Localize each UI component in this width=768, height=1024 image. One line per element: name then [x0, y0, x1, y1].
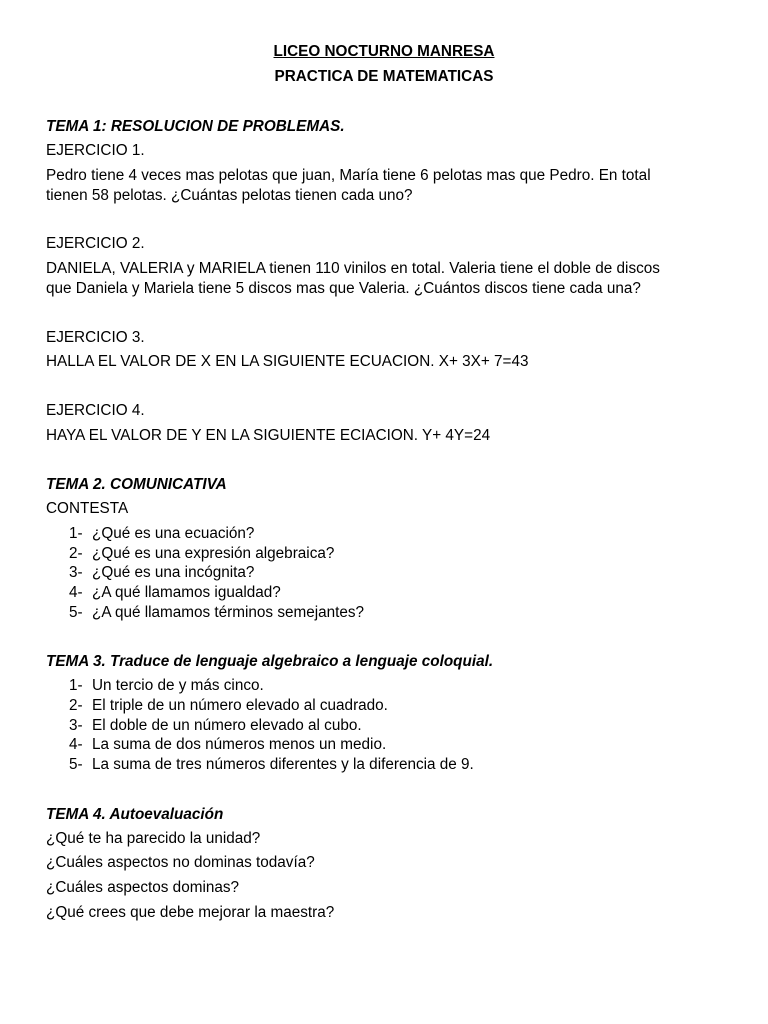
list-item-text: ¿A qué llamamos igualdad? [92, 584, 281, 601]
exercise1-line2: tienen 58 pelotas. ¿Cuántas pelotas tienen cada uno? [46, 187, 413, 204]
list-item-number: 2- [69, 545, 83, 562]
exercise4-line1: HAYA EL VALOR DE Y EN LA SIGUIENTE ECIACION. Y+ 4Y=24 [46, 427, 491, 444]
exercise1-title: EJERCICIO 1. [46, 142, 145, 159]
exercise2-line1: DANIELA, VALERIA y MARIELA tienen 110 vinilos en total. Valeria tiene el doble de discos [46, 260, 660, 277]
tema4-heading: TEMA 4. Autoevaluación [46, 806, 224, 823]
tema2-instruction: CONTESTA [46, 500, 129, 517]
self-eval-question: ¿Qué te ha parecido la unidad? [46, 830, 261, 847]
list-item-text: ¿Qué es una expresión algebraica? [92, 545, 335, 562]
list-item-number: 1- [69, 525, 83, 542]
list-item-text: El triple de un número elevado al cuadrado. [92, 697, 388, 714]
tema1-heading: TEMA 1: RESOLUCION DE PROBLEMAS. [46, 118, 345, 135]
self-eval-question: ¿Cuáles aspectos no dominas todavía? [46, 854, 315, 871]
tema2-heading: TEMA 2. COMUNICATIVA [46, 476, 227, 493]
exercise2-line2: que Daniela y Mariela tiene 5 discos mas que Valeria. ¿Cuántos discos tiene cada una? [46, 280, 641, 297]
list-item-number: 4- [69, 736, 83, 753]
list-item-text: El doble de un número elevado al cubo. [92, 717, 362, 734]
document-title: PRACTICA DE MATEMATICAS [274, 68, 494, 85]
exercise3-line1: HALLA EL VALOR DE X EN LA SIGUIENTE ECUACION. X+ 3X+ 7=43 [46, 353, 529, 370]
tema3-heading: TEMA 3. Traduce de lenguaje algebraico a lenguaje coloquial. [46, 653, 494, 670]
list-item-number: 4- [69, 584, 83, 601]
self-eval-question: ¿Qué crees que debe mejorar la maestra? [46, 904, 335, 921]
self-eval-question: ¿Cuáles aspectos dominas? [46, 879, 240, 896]
exercise4-title: EJERCICIO 4. [46, 402, 145, 419]
list-item-number: 1- [69, 677, 83, 694]
exercise1-line1: Pedro tiene 4 veces mas pelotas que juan, María tiene 6 pelotas mas que Pedro. En total [46, 167, 651, 184]
school-title: LICEO NOCTURNO MANRESA [273, 43, 495, 60]
exercise3-title: EJERCICIO 3. [46, 329, 145, 346]
list-item-number: 5- [69, 756, 83, 773]
list-item-text: ¿Qué es una incógnita? [92, 564, 255, 581]
list-item-text: La suma de tres números diferentes y la diferencia de 9. [92, 756, 474, 773]
list-item-number: 3- [69, 717, 83, 734]
list-item-text: ¿Qué es una ecuación? [92, 525, 255, 542]
list-item-number: 2- [69, 697, 83, 714]
list-item-text: Un tercio de y más cinco. [92, 677, 264, 694]
exercise2-title: EJERCICIO 2. [46, 235, 145, 252]
list-item-text: La suma de dos números menos un medio. [92, 736, 387, 753]
list-item-number: 3- [69, 564, 83, 581]
list-item-text: ¿A qué llamamos términos semejantes? [92, 604, 365, 621]
list-item-number: 5- [69, 604, 83, 621]
